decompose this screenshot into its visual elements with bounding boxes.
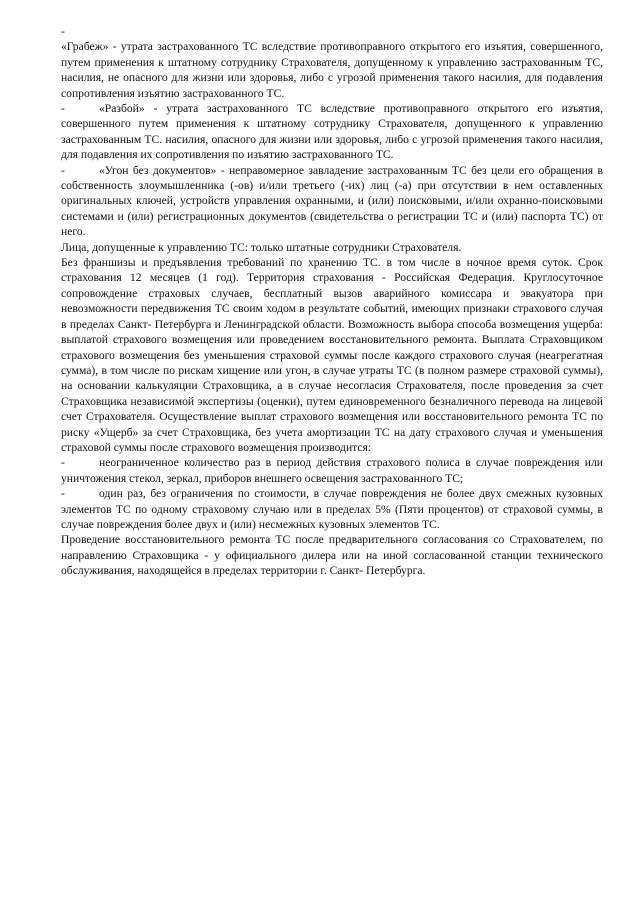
body-damage-text: один раз, без ограничения по стоимости, в случае повреждения не более двух смежных кузовных элементов ТС по одному страховому случаю или в пределах 5% (Пяти процентов) от страховой суммы, в случае повреждения более двух и (или) несмежных кузовных элементов ТС. (61, 487, 603, 531)
risk-robbery-text: «Грабеж» - утрата застрахованного ТС вследствие противоправного открытого его изъятия, совершенного, путем применения к штатному сотруднику Страхователя, допущенному к управлению застрахованным ТС, насилия, не опасного для жизни или здоровья, либо с угрозой применения такого насилия, для подавления сопротивления изъятию застрахованного ТС. (61, 40, 603, 100)
drivers-line: Лица, допущенные к управлению ТС: только штатные сотрудники Страхователя. (61, 240, 462, 254)
document-page (61, 24, 603, 579)
bullet-marker: - (61, 102, 65, 116)
risk-theft-item (61, 163, 603, 240)
body-damage-item (61, 486, 603, 532)
glass-damage-item (61, 455, 603, 486)
bullet-marker: - (61, 163, 65, 177)
risk-robbery-item (61, 24, 603, 101)
bullet-marker: - (61, 456, 65, 470)
risk-theft-text: «Угон без документов» - неправомерное завладение застрахованным ТС без цели его обращения в собственность злоумышленника (-ов) и/или третьего (-их) лиц (-а) при отсутствии в нем оставленных оригинальных ключей, устройств управления охранными, и (или) поисковыми, и/или охранно-поисковыми системами и (или) регистрационных документов (свидетельства о регистрации ТС и (или) паспорта ТС) от него. (61, 163, 603, 239)
bullet-marker: - (61, 487, 65, 501)
main-paragraph: Без франшизы и предъявления требований по хранению ТС. в том числе в ночное время суток. Срок страхования 12 месяцев (1 год). Территория страхования - Российская Федерация. Круглосуточное сопровождение страховых случаев, бесплатный вызов аварийного комиссара и эвакуатора при невозможности передвижения ТС своим ходом в результате событий, имеющих признаки страхового случая в пределах Санкт- Петербурга и Ленинградской области. Возможность выбора способа возмещения ущерба: выплатой страхового возмещения или проведением восстановительного ремонта. Выплата Страховщиком страхового возмещения без уменьшения страховой суммы после каждого страхового случая (неагрегатная сумма), в том числе по рискам хищение или угон, в случае утраты ТС (в полном размере страховой суммы), на основании калькуляции Страховщика, а в случае несогласия Страхователя, после проведения за счет Страховщика независимой экспертизы (оценки), путем единовременного безналичного перевода на лицевой счет Страхователя. Осуществление выплат страхового возмещения или восстановительного ремонта ТС по риску «Ущерб» за счет Страховщика, без учета амортизации ТС на дату страхового случая и уменьшения страховой суммы после страхового возмещения производится: (61, 256, 603, 454)
bullet-marker: - (61, 25, 65, 38)
risk-assault-item (61, 101, 603, 163)
repair-paragraph: Проведение восстановительного ремонта ТС после предварительного согласования со Страхователем, по направлению Страховщика - у официального дилера или на иной согласованной станции технического обслуживания, находящейся в пределах территории г. Санкт- Петербурга. (61, 533, 603, 578)
risk-assault-text: «Разбой» - утрата застрахованного ТС вследствие противоправного открытого его изъятия, совершенного путем применения к штатному сотруднику Страхователя, допущенного к управлению застрахованным ТС. насилия, опасного для жизни или здоровья, либо с угрозой применения такого насилия, для подавления их сопротивления по изъятию застрахованного ТС. (61, 102, 603, 162)
glass-damage-text: неограниченное количество раз в период действия страхового полиса в случае повреждения или уничтожения стекол, зеркал, приборов внешнего освещения застрахованного ТС; (61, 456, 603, 485)
